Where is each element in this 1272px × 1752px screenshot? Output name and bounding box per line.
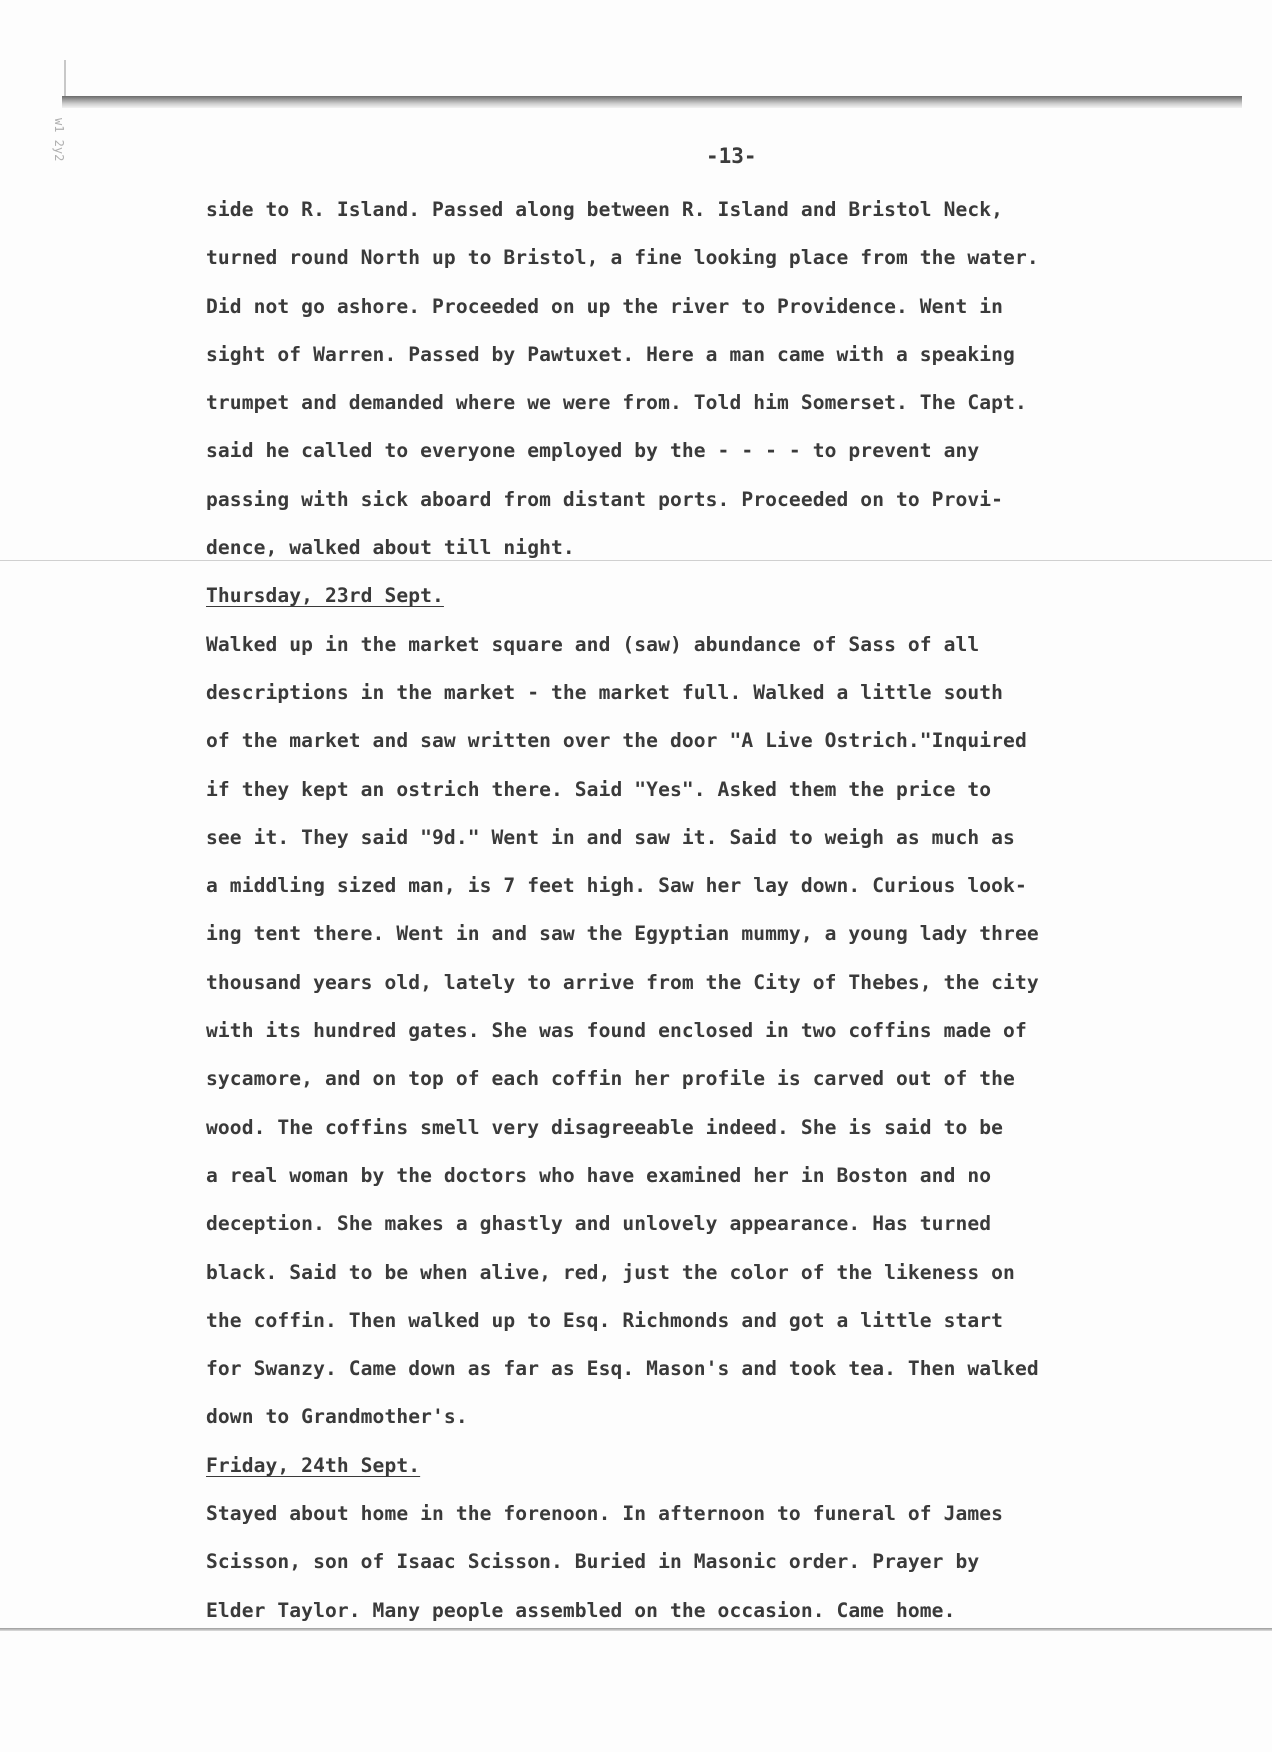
text-line: deception. She makes a ghastly and unlovely appearance. Has turned — [206, 1212, 992, 1236]
text-line: Elder Taylor. Many people assembled on the occasion. Came home. — [206, 1598, 956, 1622]
text-line: Stayed about home in the forenoon. In afternoon to funeral of James — [206, 1502, 1004, 1526]
text-line: the coffin. Then walked up to Esq. Richmonds and got a little start — [206, 1308, 1004, 1332]
text-line: ing tent there. Went in and saw the Egyptian mummy, a young lady three — [206, 922, 1039, 946]
text-line: sycamore, and on top of each coffin her profile is carved out of the — [206, 1067, 1015, 1091]
text-line: turned round North up to Bristol, a fine looking place from the water. — [206, 246, 1039, 270]
text-line: passing with sick aboard from distant ports. Proceeded on to Provi- — [206, 487, 1004, 511]
text-line: a real woman by the doctors who have examined her in Boston and no — [206, 1163, 992, 1187]
date-heading-thursday: Thursday, 23rd Sept. — [206, 584, 444, 608]
text-line: said he called to everyone employed by the - - - - to prevent any — [206, 439, 980, 463]
page-number: -13- — [706, 144, 757, 168]
text-line: of the market and saw written over the door "A Live Ostrich."Inquired — [206, 729, 1027, 753]
text-line: dence, walked about till night. — [206, 536, 575, 560]
text-line: if they kept an ostrich there. Said "Yes". Asked them the price to — [206, 777, 992, 801]
text-line: Did not go ashore. Proceeded on up the river to Providence. Went in — [206, 294, 1004, 318]
top-edge-shadow — [62, 96, 1242, 108]
date-heading-friday: Friday, 24th Sept. — [206, 1453, 421, 1477]
text-line: Walked up in the market square and (saw) abundance of Sass of all — [206, 632, 980, 656]
text-line: wood. The coffins smell very disagreeable indeed. She is said to be — [206, 1115, 1004, 1139]
text-line: side to R. Island. Passed along between R. Island and Bristol Neck, — [206, 198, 1004, 221]
text-line: trumpet and demanded where we were from. Told him Somerset. The Capt. — [206, 391, 1027, 415]
left-margin-mark — [64, 60, 66, 100]
text-line: for Swanzy. Came down as far as Esq. Mason's and took tea. Then walked — [206, 1357, 1039, 1381]
text-line: black. Said to be when alive, red, just the color of the likeness on — [206, 1260, 1015, 1284]
text-line: thousand years old, lately to arrive from the City of Thebes, the city — [206, 970, 1039, 994]
text-line: with its hundred gates. She was found enclosed in two coffins made of — [206, 1019, 1027, 1043]
text-line: a middling sized man, is 7 feet high. Saw her lay down. Curious look- — [206, 874, 1027, 898]
text-line: Scisson, son of Isaac Scisson. Buried in Masonic order. Prayer by — [206, 1550, 980, 1574]
typed-text-body — [206, 186, 1221, 1635]
text-line: descriptions in the market - the market full. Walked a little south — [206, 680, 1004, 704]
text-line: see it. They said "9d." Went in and saw it. Said to weigh as much as — [206, 825, 1015, 849]
text-line: sight of Warren. Passed by Pawtuxet. Here a man came with a speaking — [206, 342, 1015, 366]
margin-note: w1 2y2 — [52, 118, 66, 162]
text-line: down to Grandmother's. — [206, 1405, 468, 1429]
